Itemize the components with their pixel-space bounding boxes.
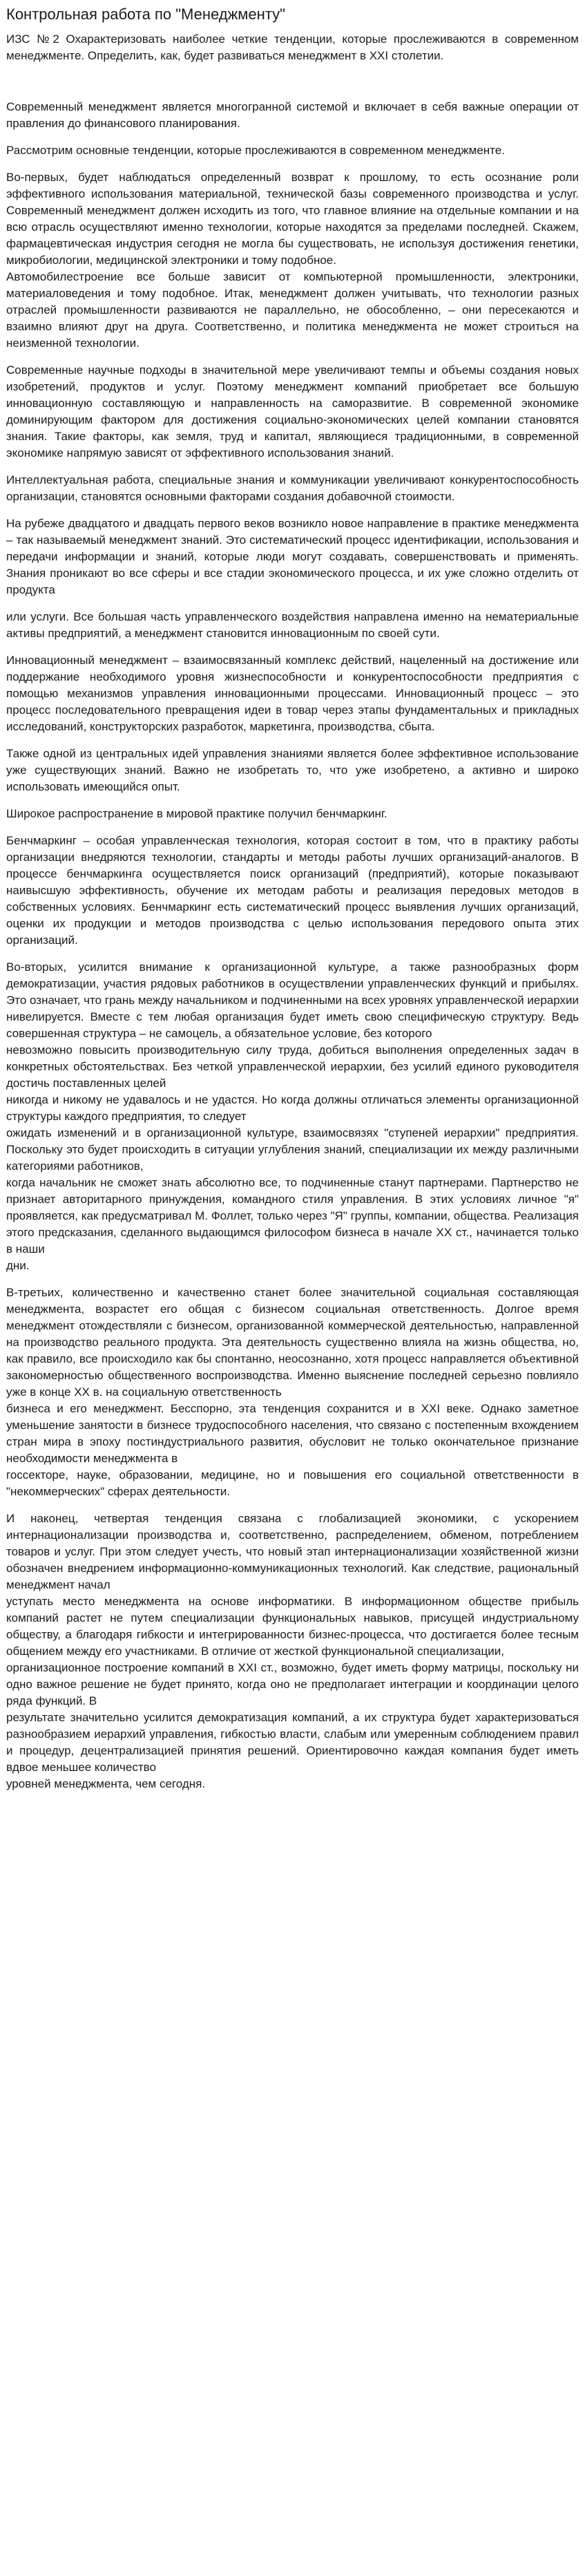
org-structure-paragraph: никогда и никому не удавалось и не удастся. Но когда должны отличаться элементы организационной структуры каждого предприятия, то следует — [6, 1093, 579, 1123]
document-title: Контрольная работа по "Менеджменту" — [6, 6, 285, 23]
trends-intro-paragraph: Рассмотрим основные тенденции, которые прослеживаются в современном менеджменте. — [6, 144, 505, 157]
fourth-trend-paragraph: И наконец, четвертая тенденция связана с глобализацией экономики, с ускорением интернационализации производства и, соответственно, распределением, обменом, потреблением товаров и услуг. При этом следует учесть, что новый этап интернационализации хозяйственной жизни обозначен внедрением информационно-коммуникационных технологий. Как следствие, рациональный менеджмент начал — [6, 1512, 579, 1591]
benchmarking-intro-paragraph: Широкое распространение в мировой практике получил бенчмаркинг. — [6, 807, 387, 820]
science-approaches-paragraph: Современные научные подходы в значительной мере увеличивают темпы и объемы создания новых изобретений, продуктов и услуг. Поэтому менеджмент компаний приобретает все большую инновационную составляющую и направленность на саморазвитие. В современной экономике доминирующим фактором для достижения социально-экономических целей компании становятся знания. Такие факторы, как земля, труд и капитал, являющиеся традиционными, в современной экономике напрямую зависят от эффективного использования знаний. — [6, 363, 579, 460]
second-trend-paragraph: Во-вторых, усилится внимание к организационной культуре, а также разнообразных форм демократизации, участия рядовых работников в осуществлении управленческих функций и прибылях. Это означает, что грань между начальником и подчиненными на всех уровнях управленческой иерархии нивелируется. Вместе с тем любая организация будет иметь свою специфическую структуру. Ведь совершенная структура – не самоцель, а обязательное условие, без которого — [6, 960, 579, 1040]
social-responsibility-paragraph: бизнеса и его менеджмент. Бесспорно, эта тенденция сохранится и в XXI веке. Однако заметное уменьшение занятости в бизнесе трудоспособного населения, что связано с постепенным вхождением стран мира в эпоху постиндустриального развития, обусловит не только окончательное признание необходимости менеджмента в — [6, 1402, 579, 1465]
benchmarking-paragraph: Бенчмаркинг – особая управленческая технология, которая состоит в том, что в практику работы организации внедряются технологии, стандарты и методы работы лучших организаций-аналогов. В процессе бенчмаркинга осуществляется поиск организаций (предприятий), которые показывают наивысшую эффективность, обучение их методам работы и реализация передовых методов в собственных условиях. Бенчмаркинг есть систематический процесс выявления лучших организаций, оценки их продукции и методов производства с целью использования передового опыта этих организаций. — [6, 834, 579, 947]
democratization-paragraph: результате значительно усилится демократизация компаний, а их структура будет характеризоваться разнообразием иерархий управления, гибкостью власти, слабым или умеренным соблюдением правил и процедур, децентрализацией принятия решений. Ориентировочно каждая компания будет иметь вдвое меньшее количество — [6, 1711, 579, 1774]
matrix-structure-paragraph: организационное построение компаний в XXI ст., возможно, будет иметь форму матрицы, поскольку ни одно важное решение не будет принято, когда оно не предполагает интеграции и координации целого ряда функций. В — [6, 1661, 579, 1707]
public-sector-paragraph: госсекторе, науке, образовании, медицине, но и повышения его социальной ответственности в "некоммерческих" сферах деятельности. — [6, 1468, 579, 1498]
first-trend-paragraph: Во-первых, будет наблюдаться определенный возврат к прошлому, то есть осознание роли эффективного использования материальной, технической базы современного производства и услуг. Современный менеджмент должен исходить из того, что главное влияние на отдельные компании и на всю отрасль осуществляют именно технологии, которые находятся за пределами последней. Скажем, фармацевтическая индустрия сегодня не могла бы существовать, не используя достижения генетики, микробиологии, медицинской электроники и тому подобное. — [6, 171, 579, 267]
intro-paragraph: Современный менеджмент является многогранной системой и включает в себя важные операции от правления до финансового планирования. — [6, 100, 579, 130]
org-culture-paragraph: ожидать изменений и в организационной культуре, взаимосвязях "ступеней иерархии" предприятия. Поскольку это будет происходить в ситуации углубления знаний, специализации их между различными категориями работников, — [6, 1126, 579, 1173]
assignment-statement: ИЗС №2 Охарактеризовать наиболее четкие тенденции, которые прослеживаются в современном менеджменте. Определить, как, будет развиваться менеджмент в XXI столетии. — [6, 32, 579, 62]
existing-knowledge-paragraph: Также одной из центральных идей управления знаниями является более эффективное использование уже существующих знаний. Важно не изобретать то, что уже изобретено, а активно и широко использовать имеющийся опыт. — [6, 747, 579, 793]
innovation-management-paragraph: Инновационный менеджмент – взаимосвязанный комплекс действий, нацеленный на достижение или поддержание необходимого уровня жизнеспособности и конкурентоспособности предприятия с помощью механизмов управления инновационными процессами. Инновационный процесс – это процесс последовательного превращения идеи в товар через этапы фундаментальных и прикладных исследований, конструкторских разработок, маркетинга, производства, сбыта. — [6, 654, 579, 733]
informatics-paragraph: уступать место менеджмента на основе информатики. В информационном обществе прибыль компаний растет не путем специализации функциональных навыков, присущей индустриальному обществу, а благодаря гибкости и интегрированности бизнес-процесса, что достигается более тесным общением между его участниками. В отличие от жесткой функциональной специализации, — [6, 1595, 579, 1658]
partnership-paragraph: когда начальник не сможет знать абсолютно все, то подчиненные станут партнерами. Партнерство не признает авторитарного принуждения, командного стиля управления. В этих условиях личное "я" проявляется, как предусматривал М. Фоллет, только через "Я" группы, компании, общества. Реализация этого предсказания, сделанного выдающимся философом бизнеса в начале XX ст., начинается только в наши — [6, 1176, 579, 1256]
closing-paragraph: уровней менеджмента, чем сегодня. — [6, 1777, 206, 1790]
intellectual-work-paragraph: Интеллектуальная работа, специальные знания и коммуникации увеличивают конкурентоспособность организации, становятся основными факторами создания добавочной стоимости. — [6, 473, 579, 503]
third-trend-paragraph: В-третьих, количественно и качественно станет более значительной социальная составляющая менеджмента, возрастет его общая с бизнесом социальная ответственность. Долгое время менеджмент отождествляли с бизнесом, организованной коммерческой деятельностью, направленной на производство реального продукта. Эта деятельность существенно влияла на жизнь общества, но, как правило, все происходило как бы спонтанно, неосознанно, хотя процесс направляется объективной закономерностью общественного воспроизводства. Именно выяснение последней серьезно повлияло уже в конце XX в. на социальную ответственность — [6, 1286, 579, 1399]
automotive-paragraph: Автомобилестроение все больше зависит от компьютерной промышленности, электроники, материаловедения и тому подобное. Итак, менеджмент должен учитывать, что технологии разных отраслей промышленности развиваются не параллельно, не обособленно, – они пересекаются и взаимно влияют друг на друга. Соответственно, и политика менеджмента не может строиться на неизменной технологии. — [6, 270, 579, 350]
knowledge-management-paragraph: На рубеже двадцатого и двадцать первого веков возникло новое направление в практике менеджмента – так называемый менеджмент знаний. Это систематический процесс идентификации, использования и передачи информации и знаний, которые люди могут создавать, совершенствовать и применять. Знания проникают во все сферы и все стадии экономического процесса, и их уже сложно отделить от продукта — [6, 517, 579, 596]
partnership-end-paragraph: дни. — [6, 1259, 30, 1272]
intangible-assets-paragraph: или услуги. Все большая часть управленческого воздействия направлена именно на нематериальные активы предприятий, а менеджмент становится инновационным по своей сути. — [6, 610, 579, 640]
hierarchy-paragraph: невозможно повысить производительную силу труда, добиться выполнения определенных задач в конкретных обстоятельствах. Без четкой управленческой иерархии, без усилий единого руководителя достичь поставленных целей — [6, 1043, 579, 1090]
